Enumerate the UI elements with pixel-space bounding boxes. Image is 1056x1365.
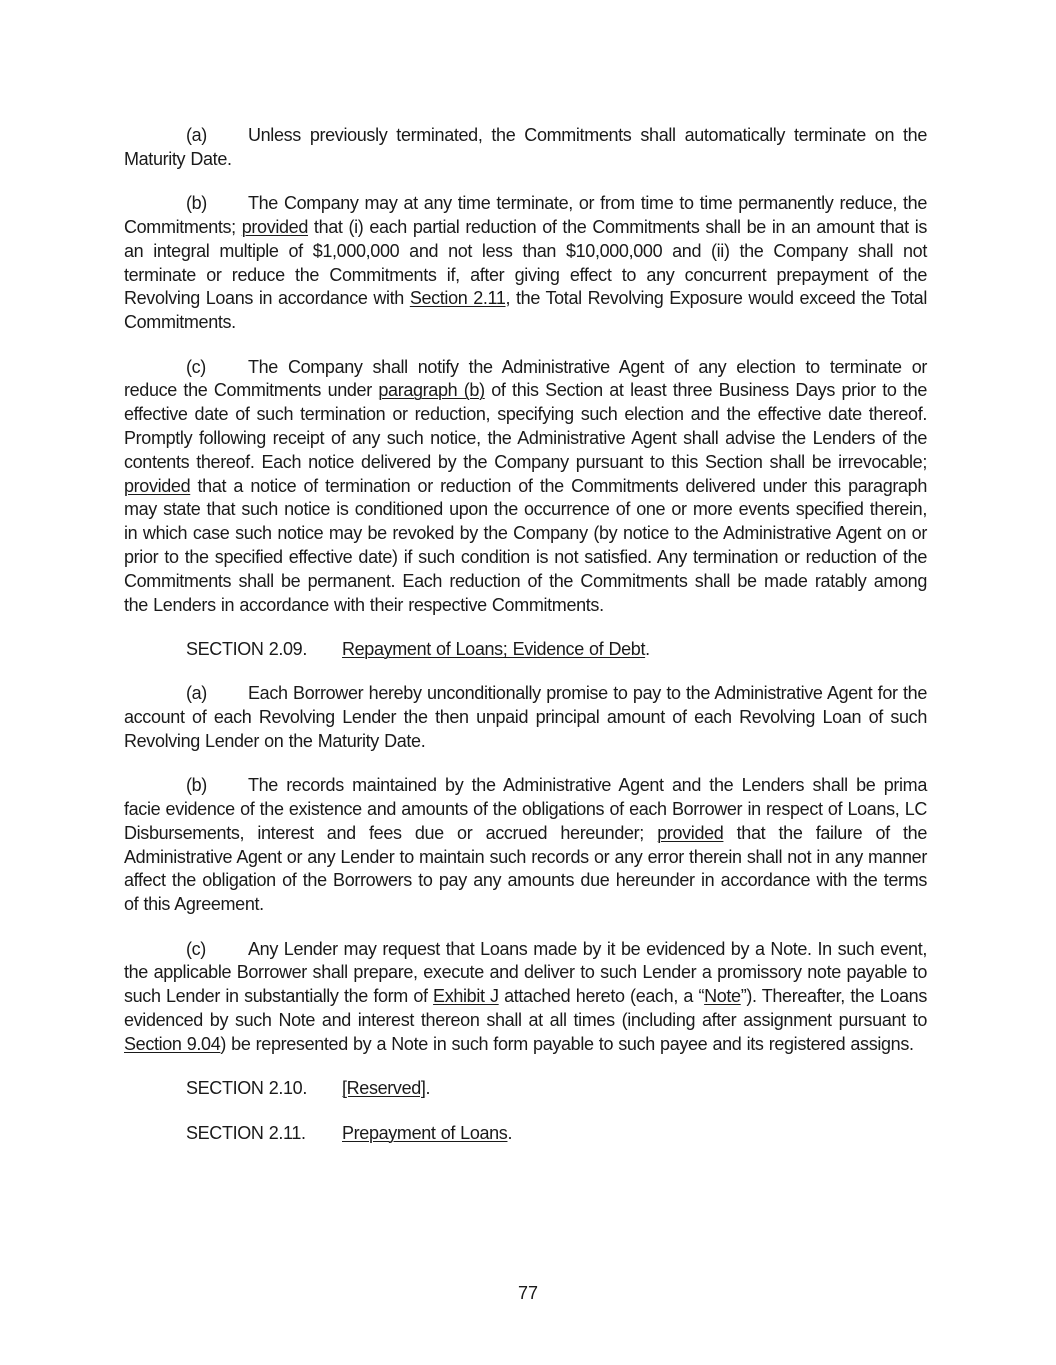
paragraph-text: Each Borrower hereby unconditionally promise to pay to the Administrative Agent for the account of each Revolving Lender the then unpaid principal amount of each Revolving Loan of such Revolving Lender on the Maturity Date. bbox=[124, 683, 927, 751]
provided-term: provided bbox=[124, 475, 191, 496]
paragraph-label: (c) bbox=[186, 356, 206, 377]
section-title: [Reserved] bbox=[342, 1078, 426, 1099]
paragraph-a-repayment-promise bbox=[124, 682, 927, 753]
section-number: SECTION 2.11. bbox=[186, 1122, 306, 1143]
section-title-period: . bbox=[425, 1078, 431, 1099]
paragraph-text: Unless previously terminated, the Commitments shall automatically terminate on the Maturity Date. bbox=[124, 125, 927, 169]
paragraph-label: (a) bbox=[186, 125, 207, 145]
paragraph-b-reference: paragraph (b) bbox=[378, 380, 485, 401]
section-number: SECTION 2.10. bbox=[186, 1078, 307, 1099]
provided-term: provided bbox=[241, 216, 308, 237]
section-2-09-heading bbox=[124, 638, 927, 662]
paragraph-text: , the Total Revolving Exposure would exceed the Total Commitments. bbox=[124, 288, 927, 333]
paragraph-label: (a) bbox=[186, 683, 207, 704]
section-title: Repayment of Loans; Evidence of Debt bbox=[342, 638, 646, 659]
section-2-11-heading bbox=[124, 1122, 927, 1146]
section-9-04-reference: Section 9.04 bbox=[124, 1033, 221, 1054]
paragraph-c-note-request bbox=[124, 938, 927, 1057]
paragraph-text: ”). Thereafter, the Loans evidenced by such Note and interest thereon shall at all times (including after assignment pursuant to bbox=[124, 986, 927, 1031]
paragraph-text: The Company shall notify the Administrative Agent of any election to terminate or reduce the Commitments under bbox=[124, 356, 927, 401]
paragraph-label: (b) bbox=[186, 775, 207, 796]
section-2-10-heading bbox=[124, 1077, 927, 1101]
paragraph-c-notice-of-termination bbox=[124, 356, 927, 618]
section-title-period: . bbox=[645, 638, 650, 659]
document-page bbox=[124, 124, 927, 1166]
paragraph-text: that a notice of termination or reduction of the Commitments delivered under this paragraph may state that such notice is conditioned upon the occurrence of one or more events specified therein, in which case such notice may be revoked by the Company (by notice to the Administrative Agent on or prior to the specified effective date) if such condition is not satisfied. Any termination or reduction of the Commitments shall be permanent. Each reduction of the Commitments shall be made ratably among the Lenders in accordance with their respective Commitments. bbox=[124, 475, 927, 615]
paragraph-a-commitment-termination bbox=[124, 124, 927, 172]
paragraph-b-commitment-reduction bbox=[124, 192, 927, 335]
paragraph-text: The Company may at any time terminate, or from time to time permanently reduce, the Commitments; bbox=[124, 193, 927, 237]
section-2-11-reference: Section 2.11 bbox=[409, 288, 506, 309]
section-number: SECTION 2.09. bbox=[186, 638, 307, 659]
paragraph-text: of this Section at least three Business Days prior to the effective date of such termination or reduction, specifying such election and the effective date thereof. Promptly following receipt of any such notice, the Administrative Agent shall advise the Lenders of the contents thereof. Each notice delivered by the Company pursuant to this Section shall be irrevocable; bbox=[124, 380, 928, 472]
paragraph-text: The records maintained by the Administrative Agent and the Lenders shall be prima facie evidence of the existence and amounts of the obligations of each Borrower in respect of Loans, LC Disbursements, interest and fees due or accrued hereunder; bbox=[124, 775, 927, 843]
exhibit-j-reference: Exhibit J bbox=[433, 986, 499, 1007]
paragraph-label: (b) bbox=[186, 193, 207, 214]
provided-term: provided bbox=[657, 822, 724, 843]
note-defined-term: Note bbox=[704, 986, 741, 1007]
paragraph-b-records-evidence bbox=[124, 774, 927, 917]
section-title-period: . bbox=[507, 1122, 513, 1143]
paragraph-label: (c) bbox=[186, 938, 206, 959]
paragraph-text: that (i) each partial reduction of the Commitments shall be in an amount that is an integral multiple of $1,000,000 and not less than $10,000,000 and (ii) the Company shall not terminate or reduce the Commitments if, after giving effect to any concurrent prepayment of the Revolving Loans in accordance with bbox=[124, 216, 928, 309]
page-number: 77 bbox=[517, 1283, 539, 1303]
section-title: Prepayment of Loans bbox=[342, 1122, 508, 1143]
paragraph-text: that the failure of the Administrative Agent or any Lender to maintain such records or any error therein shall not in any manner affect the obligation of the Borrowers to pay any amounts due hereunder in accordance with the terms of this Agreement. bbox=[124, 822, 927, 915]
paragraph-text: attached hereto (each, a “ bbox=[498, 986, 705, 1007]
paragraph-text: ) be represented by a Note in such form payable to such payee and its registered assigns. bbox=[220, 1033, 914, 1054]
paragraph-text: Any Lender may request that Loans made by it be evidenced by a Note. In such event, the applicable Borrower shall prepare, execute and deliver to such Lender a promissory note payable to such Lender in substantially the form of bbox=[124, 938, 927, 1007]
